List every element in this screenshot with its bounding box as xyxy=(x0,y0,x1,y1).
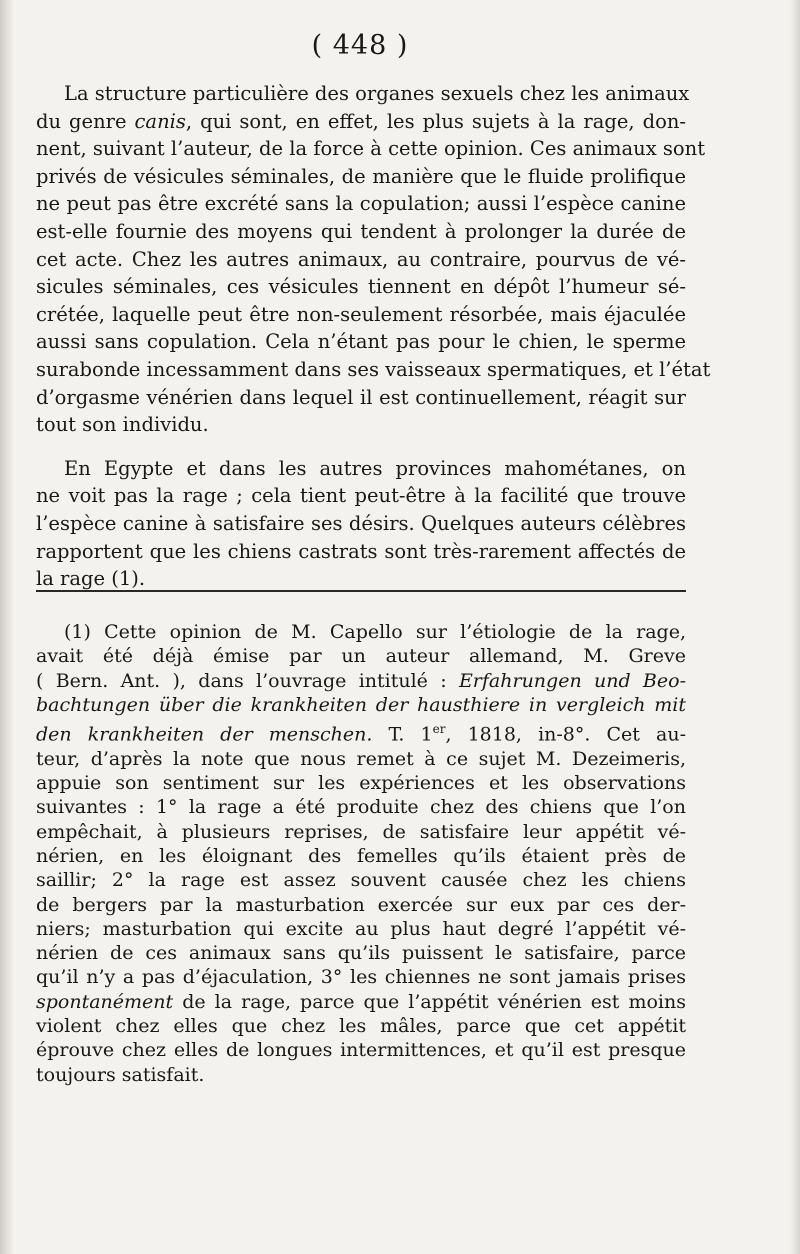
main-text xyxy=(36,80,711,593)
footnote-line: empêchait, à plusieurs reprises, de satisfaire leur appétit vé- xyxy=(36,820,686,843)
footnote-line: ( Bern. Ant. ), dans l’ouvrage intitulé : Erfahrungen und Beo- xyxy=(36,669,686,692)
footnote xyxy=(36,620,686,1087)
text-line: surabonde incessamment dans ses vaisseaux spermatiques, et l’état xyxy=(36,357,711,381)
footnote-line: bachtungen über die krankheiten der hausthiere in vergleich mit xyxy=(36,693,686,716)
footnote-line: avait été déjà émise par un auteur allemand, M. Greve xyxy=(36,645,686,668)
footnote-line: nérien de ces animaux sans qu’ils puissent le satisfaire, parce xyxy=(36,942,686,965)
text-line: sicules séminales, ces vésicules tiennent en dépôt l’humeur sé- xyxy=(36,275,686,299)
text-line: ne voit pas la rage ; cela tient peut-être à la facilité que trouve xyxy=(36,484,686,508)
text-line: aussi sans copulation. Cela n’étant pas pour le chien, le sperme xyxy=(36,330,686,354)
footnote-line: spontanément de la rage, parce que l’appétit vénérien est moins xyxy=(36,990,686,1013)
footnote-line: éprouve chez elles de longues intermittences, et qu’il est presque xyxy=(36,1039,686,1062)
footnote-line: qu’il n’y a pas d’éjaculation, 3° les chiennes ne sont jamais prises xyxy=(36,966,686,989)
footnote-line: appuie son sentiment sur les expériences et les observations xyxy=(36,772,686,795)
text-line: tout son individu. xyxy=(36,413,209,437)
page-left-shadow xyxy=(0,0,14,1254)
footnote-line: niers; masturbation qui excite au plus haut degré l’appétit vé- xyxy=(36,917,686,940)
footnote-line: toujours satisfait. xyxy=(36,1063,205,1086)
text-line: d’orgasme vénérien dans lequel il est continuellement, réagit sur xyxy=(36,385,686,409)
text-line: la rage (1). xyxy=(36,567,146,591)
footnote-line: violent chez elles que chez les mâles, parce que cet appétit xyxy=(36,1015,686,1038)
footnote-line: suivantes : 1° la rage a été produite chez des chiens que l’on xyxy=(36,796,686,819)
footnote-text xyxy=(36,620,686,1087)
paragraph-egypt xyxy=(36,455,686,593)
footnote-line: de bergers par la masturbation exercée sur eux par ces der- xyxy=(36,893,686,916)
text-line: cet acte. Chez les autres animaux, au contraire, pourvus de vé- xyxy=(36,247,686,271)
text-line: En Egypte et dans les autres provinces mahométanes, on xyxy=(64,456,686,480)
paragraph-structure xyxy=(36,80,711,439)
page-right-shadow xyxy=(790,0,800,1254)
text-line: nent, suivant l’auteur, de la force à cette opinion. Ces animaux sont xyxy=(36,137,706,161)
page-number: ( 448 ) xyxy=(311,30,409,61)
footnote-line: teur, d’après la note que nous remet à ce sujet M. Dezeimeris, xyxy=(36,747,686,770)
text-line: l’espèce canine à satisfaire ses désirs. Quelques auteurs célèbres xyxy=(36,511,686,535)
text-line: privés de vésicules séminales, de manière que le fluide prolifique xyxy=(36,164,686,188)
footnote-line: den krankheiten der menschen. T. 1er, 1818, in-8°. Cet au- xyxy=(36,722,687,746)
footnote-separator xyxy=(36,590,686,592)
text-line: est-elle fournie des moyens qui tendent à prolonger la durée de xyxy=(36,219,686,243)
text-line: ne peut pas être excrété sans la copulation; aussi l’espèce canine xyxy=(36,192,686,216)
text-line: rapportent que les chiens castrats sont très-rarement affectés de xyxy=(36,539,686,563)
footnote-line: (1) Cette opinion de M. Capello sur l’étiologie de la rage, xyxy=(64,621,686,643)
footnote-line: nérien, en les éloignant des femelles qu’ils étaient près de xyxy=(36,845,686,867)
text-line: du genre canis, qui sont, en effet, les plus sujets à la rage, don- xyxy=(36,109,686,133)
text-line: La structure particulière des organes sexuels chez les animaux xyxy=(64,82,690,105)
text-line: crétée, laquelle peut être non-seulement résorbée, mais éjaculée xyxy=(36,302,686,326)
footnote-line: saillir; 2° la rage est assez souvent causée chez les chiens xyxy=(36,869,686,892)
